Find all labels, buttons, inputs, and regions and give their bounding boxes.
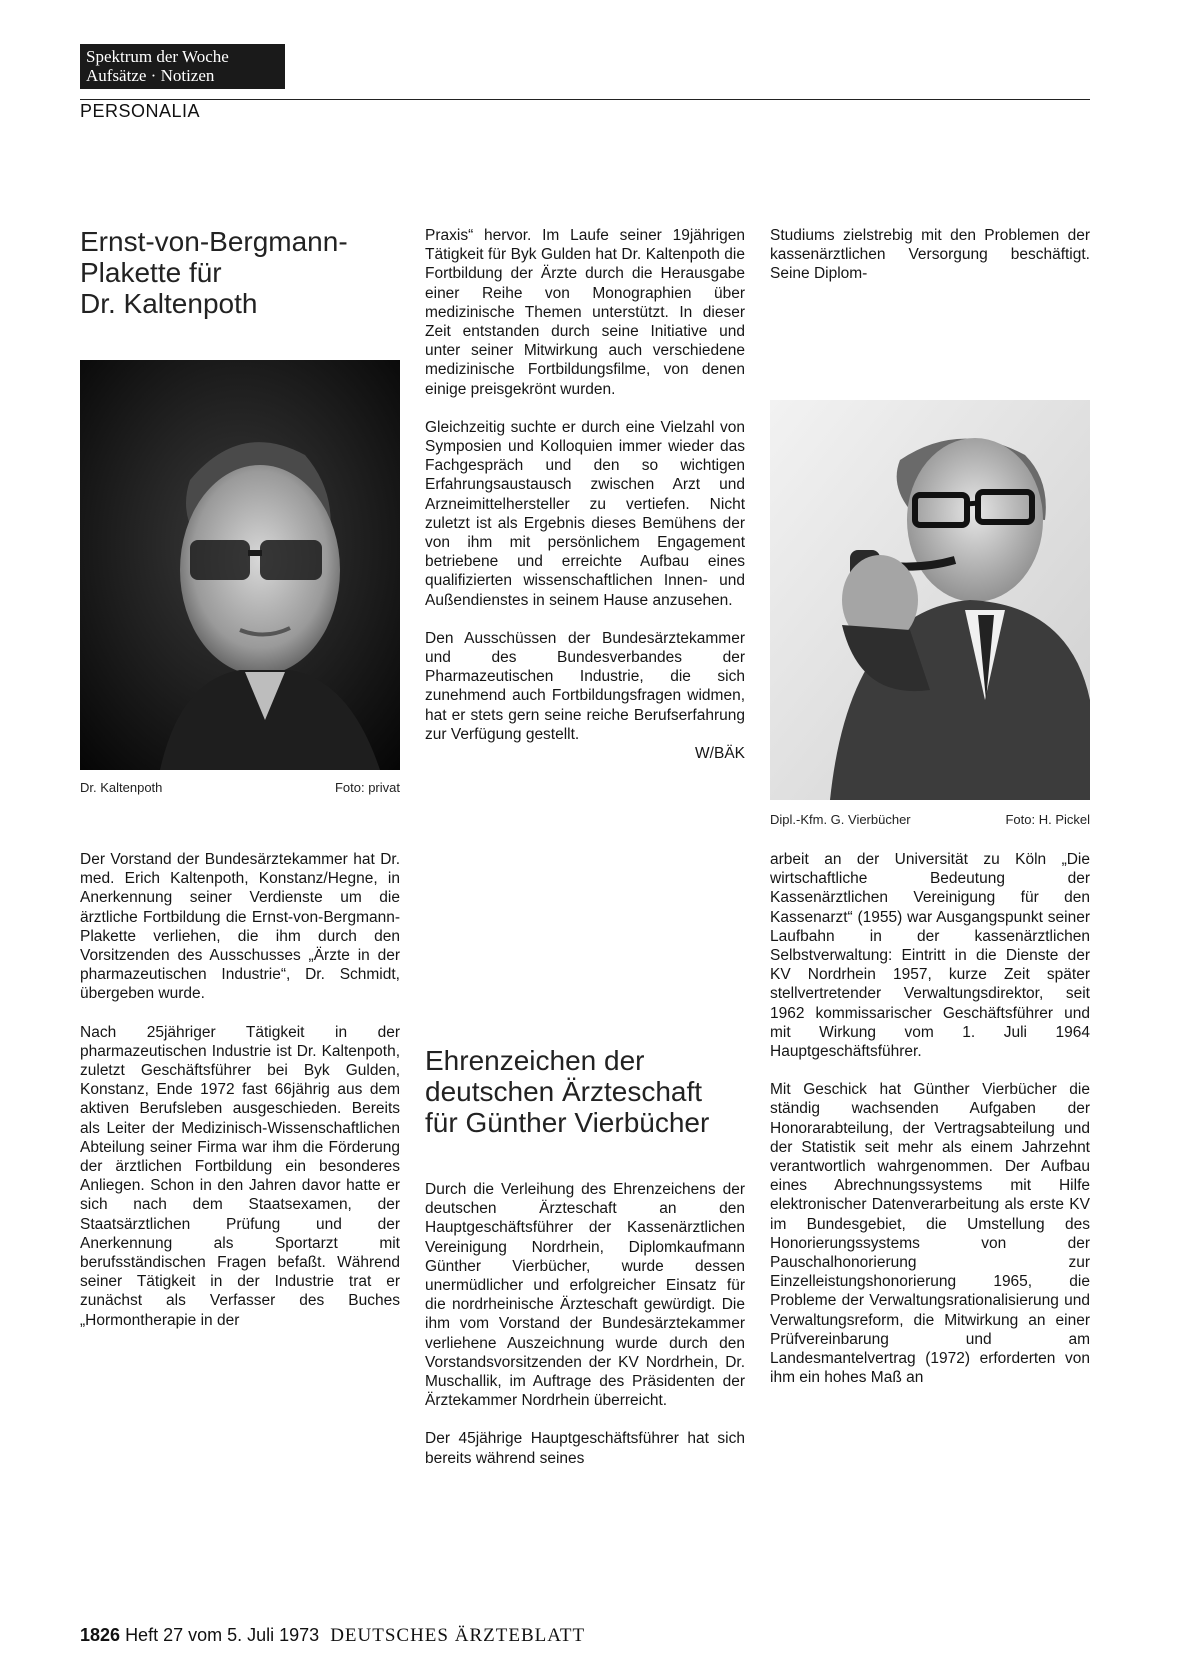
headline-line: Ernst-von-Bergmann- xyxy=(80,226,348,257)
article2-column-3 xyxy=(770,850,1090,1387)
photo-vierbuecher xyxy=(770,400,1090,800)
paragraph: Praxis“ hervor. Im Laufe seiner 19jährigen Tätigkeit für Byk Gulden hat Dr. Kaltenpoth die Fortbildung der Ärzte durch die Herausgabe einer Reihe von Monographien über medizinische Themen unterstützt. In dieser Zeit entstanden durch seine Initiative und unter seiner Mitwirkung auch verschiedene medizinische Fortbildungsfilme, von denen einige preisgekrönt wurden. xyxy=(425,227,745,398)
section-label: PERSONALIA xyxy=(80,101,201,121)
paragraph: Mit Geschick hat Günther Vierbücher die ständig wachsenden Aufgaben der Honorarabteilung, der Vertragsabteilung und der Statistik seit mehr als einem Jahrzehnt verantwortlich wahrgenommen. Der Aufbau eines Abrechnungssystems mit Hilfe elektronischer Datenverarbeitung als erste KV im Bundesgebiet, die Umstellung des Honorierungssystems von der Pauschalhonorierung zur Einzelleistungshonorierung 1965, die Probleme der Verwaltungsrationalisierung und Verwaltungsreform, die Mitwirkung an einer Prüfvereinbarung und am Landesmantelvertrag (1972) erforderten von ihm ein hohes Maß an xyxy=(770,1081,1090,1387)
headline-line: Ehrenzeichen der xyxy=(425,1045,645,1076)
section-badge xyxy=(80,44,285,89)
badge-line-2: Aufsätze · Notizen xyxy=(86,66,215,85)
headline-line: für Günther Vierbücher xyxy=(425,1107,710,1138)
paragraph: Gleichzeitig suchte er durch eine Vielzahl von Symposien und Kolloquien immer wieder das Fachgespräch und den so wichtigen Erfahrungsaustausch zwischen Arzt und Arzneimittelhersteller zu vertiefen. Nicht zuletzt ist als Ergebnis dieses Bemühens der von ihm mit persönlichem Engagement betriebene und erreichte Aufbau eines qualifizierten wissenschaftlichen Innen- und Außendienstes in seinem Hause anzusehen. xyxy=(425,418,745,609)
headline-line: deutschen Ärzteschaft xyxy=(425,1076,703,1107)
paragraph: Nach 25jähriger Tätigkeit in der pharmazeutischen Industrie ist Dr. Kaltenpoth, zuletzt Geschäftsführer bei Byk Gulden, Konstanz, Ende 1972 fast 66jährig aus dem aktiven Berufsleben ausgeschieden. Bereits als Leiter der Medizinisch-Wissenschaftlichen Abteilung seiner Firma war ihm die Förderung der ärztlichen Fortbildung ein besonderes Anliegen. Schon in den Jahren davor hatte er sich nach dem Staatsexamen, der Staatsärztlichen Prüfung und der Anerkennung als Sportarzt mit berufsständischen Fragen befaßt. Während seiner Tätigkeit in der Industrie trat er zunächst als Verfasser des Buches „Hormontherapie in der xyxy=(80,1023,400,1329)
article1-column-2 xyxy=(425,226,745,763)
headline-line: Dr. Kaltenpoth xyxy=(80,288,258,319)
masthead: DEUTSCHES ÄRZTEBLATT xyxy=(330,1625,586,1646)
article2-column-3-top xyxy=(770,226,1090,284)
paragraph: Den Ausschüssen der Bundesärztekammer und des Bundesverbandes der Pharmazeutischen Industrie, die sich zunehmend auch Fortbildungsfragen widmen, hat er stets gern seine reiche Berufserfahrung zur Verfügung gestellt. xyxy=(425,629,745,743)
photo-caption-credit: Foto: H. Pickel xyxy=(1005,812,1090,827)
paragraph: Studiums zielstrebig mit den Problemen der kassenärztlichen Versorgung beschäftigt. Seine Diplom- xyxy=(770,227,1090,283)
issue-info: Heft 27 vom 5. Juli 1973 xyxy=(125,1625,320,1645)
paragraph: Durch die Verleihung des Ehrenzeichens der deutschen Ärzteschaft an den Hauptgeschäftsführer der Kassenärztlichen Vereinigung Nordrhein, Diplomkaufmann Günther Vierbücher, wurde dessen unermüdlicher und erfolgreicher Einsatz für die nordrheinische Ärzteschaft gewürdigt. Die ihm vom Vorstand der Bundesärztekammer verliehene Auszeichnung wurde durch den Vorstandsvorsitzenden der KV Nordrhein, Dr. Muschallik, im Auftrage des Präsidenten der Ärztekammer Nordrhein überreicht. xyxy=(425,1181,745,1410)
article1-headline xyxy=(80,226,348,319)
page-number: 1826 xyxy=(80,1625,121,1645)
photo-caption-credit: Foto: privat xyxy=(334,780,400,795)
signature: W/BÄK xyxy=(695,745,745,763)
paragraph: arbeit an der Universität zu Köln „Die wirtschaftliche Bedeutung der Kassenärztlichen Vereinigung für den Kassenarzt“ (1955) war Ausgangspunkt seiner Laufbahn in der kassenärztlichen Selbstverwaltung: Eintritt in die Dienste der KV Nordrhein 1957, kurze Zeit später stellvertretender Verwaltungsdirektor, seit 1962 kommissarischer Geschäftsführer und mit Wirkung vom 1. Juli 1964 Hauptgeschäftsführer. xyxy=(770,851,1090,1061)
photo-kaltenpoth xyxy=(80,360,400,770)
header-rule xyxy=(80,99,1090,100)
paragraph: Der 45jährige Hauptgeschäftsführer hat sich bereits während seines xyxy=(425,1430,745,1467)
page-footer xyxy=(80,1625,585,1647)
photo-caption-name: Dipl.-Kfm. G. Vierbücher xyxy=(770,812,911,827)
article2-headline xyxy=(425,1045,709,1138)
photo-caption-name: Dr. Kaltenpoth xyxy=(80,780,163,795)
badge-line-1: Spektrum der Woche xyxy=(86,47,229,66)
headline-line: Plakette für xyxy=(80,257,222,288)
article2-column-2 xyxy=(425,1180,745,1468)
paragraph: Der Vorstand der Bundesärztekammer hat Dr. med. Erich Kaltenpoth, Konstanz/Hegne, in Anerkennung seiner Verdienste um die ärztliche Fortbildung die Ernst-von-Bergmann-Plakette verliehen, die ihm durch den Vorsitzenden des Ausschusses „Ärzte in der pharmazeutischen Industrie“, Dr. Schmidt, übergeben wurde. xyxy=(80,851,400,1003)
article1-column-1 xyxy=(80,850,400,1330)
